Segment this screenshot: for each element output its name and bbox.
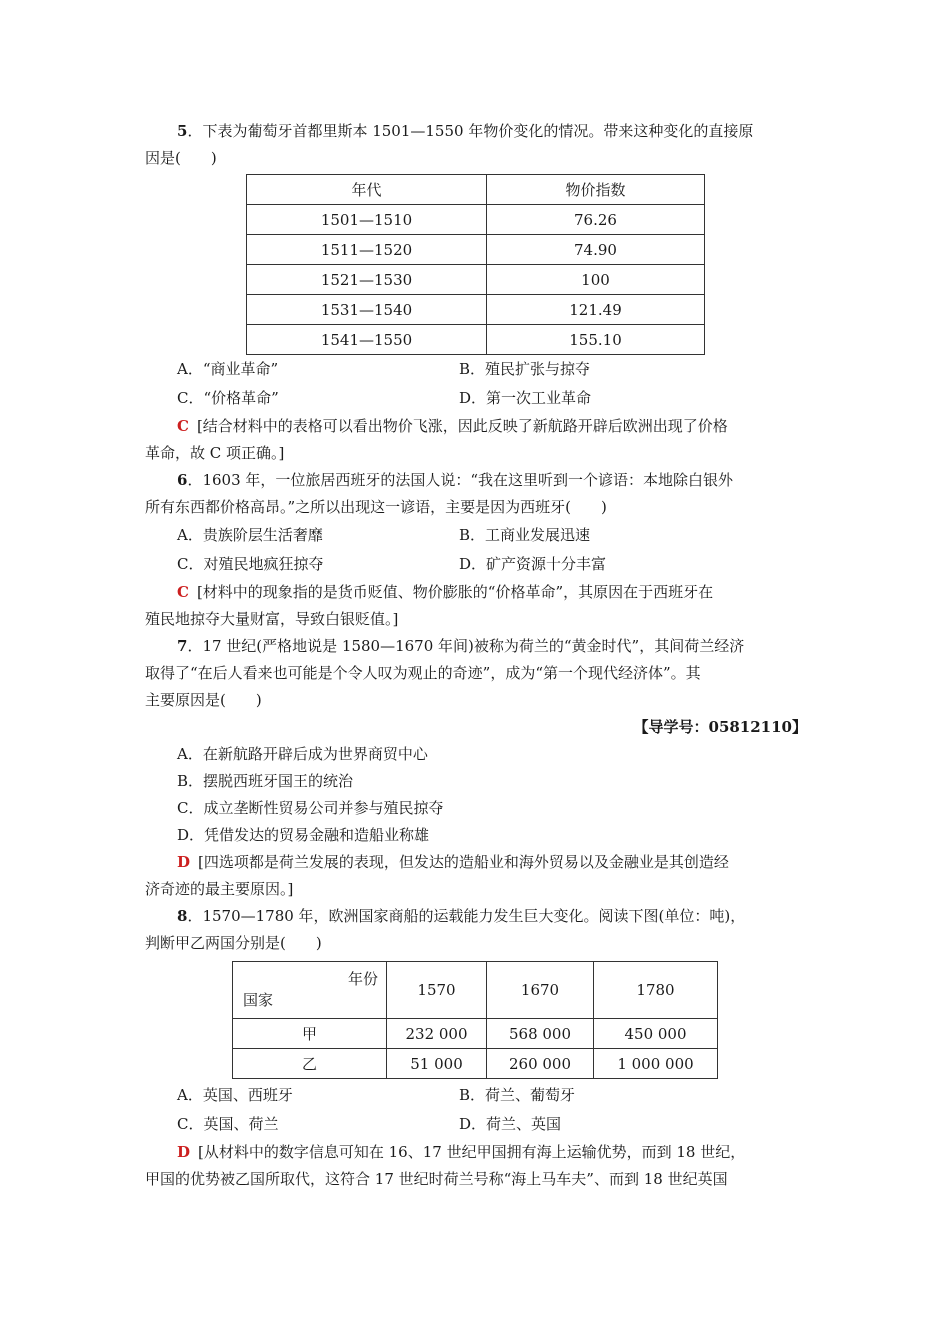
q8-option-d: D．荷兰、英国 bbox=[459, 1115, 562, 1133]
q6-explanation-line1: C [材料中的现象指的是货币贬值、物价膨胀的“价格革命”，其原因在于西班牙在 bbox=[177, 583, 714, 601]
q8-answer: D bbox=[177, 1143, 191, 1161]
document-page bbox=[145, 118, 807, 1193]
q8-option-a: A．英国、西班牙 bbox=[177, 1086, 293, 1104]
table-cell: 121.49 bbox=[487, 295, 705, 325]
table-cell: 76.26 bbox=[487, 205, 705, 235]
corner-label-country: 国家 bbox=[243, 991, 274, 1009]
table-cell: 1511—1520 bbox=[247, 235, 487, 265]
q5-options-row2 bbox=[145, 384, 807, 413]
q7-option-a: A．在新航路开辟后成为世界商贸中心 bbox=[177, 745, 428, 763]
table-cell: 1521—1530 bbox=[247, 265, 487, 295]
q6-explanation-line2: 殖民地掠夺大量财富，导致白银贬值。] bbox=[145, 610, 399, 628]
table-row bbox=[247, 205, 705, 235]
table-cell: 乙 bbox=[233, 1049, 387, 1079]
q7-stem-line3: 主要原因是( ) bbox=[145, 691, 262, 709]
table-cell: 1541—1550 bbox=[247, 325, 487, 355]
q5-explanation-line2: 革命，故 C 项正确。] bbox=[145, 444, 285, 462]
table-header-cell: 年代 bbox=[247, 175, 487, 205]
q8-number: 8 bbox=[177, 907, 188, 925]
q8-options-row2 bbox=[145, 1110, 807, 1139]
table-cell: 甲 bbox=[233, 1019, 387, 1049]
q7-option-d: D．凭借发达的贸易金融和造船业称雄 bbox=[177, 826, 430, 844]
table-corner-cell bbox=[233, 962, 387, 1019]
q6-option-a: A．贵族阶层生活奢靡 bbox=[177, 526, 323, 544]
q8-options-row1 bbox=[145, 1081, 807, 1110]
q6-stem-line2: 所有东西都价格高昂。”之所以出现这一谚语，主要是因为西班牙( ) bbox=[145, 498, 607, 516]
q5-option-a: A．“商业革命” bbox=[177, 360, 279, 378]
q8-option-b: B．荷兰、葡萄牙 bbox=[459, 1086, 576, 1104]
q7-guide-number: 【导学号：05812110】 bbox=[633, 718, 807, 736]
q8-option-c: C．英国、荷兰 bbox=[177, 1115, 279, 1133]
q5-explanation-line1: C [结合材料中的表格可以看出物价飞涨，因此反映了新航路开辟后欧洲出现了价格 bbox=[177, 417, 728, 435]
table-header-cell: 物价指数 bbox=[487, 175, 705, 205]
q5-stem-line2: 因是( ) bbox=[145, 149, 217, 167]
q5-number: 5 bbox=[177, 122, 188, 140]
q7-explanation-line1: D [四选项都是荷兰发展的表现，但发达的造船业和海外贸易以及金融业是其创造经 bbox=[177, 853, 729, 871]
table-row bbox=[247, 325, 705, 355]
table-cell: 1501—1510 bbox=[247, 205, 487, 235]
q5-stem-line1: 5．下表为葡萄牙首都里斯本 1501—1550 年物价变化的情况。带来这种变化的直接原 bbox=[177, 122, 754, 140]
table-header-row bbox=[233, 962, 718, 1019]
q8-explanation-line1: D [从材料中的数字信息可知在 16、17 世纪甲国拥有海上运输优势，而到 18 世纪， bbox=[177, 1143, 746, 1161]
q5-option-c: C．“价格革命” bbox=[177, 389, 279, 407]
q7-option-b: B．摆脱西班牙国王的统治 bbox=[177, 772, 354, 790]
q5-option-b: B．殖民扩张与掠夺 bbox=[459, 360, 591, 378]
q6-options-row1 bbox=[145, 521, 807, 550]
table-cell: 51 000 bbox=[387, 1049, 487, 1079]
table-cell: 450 000 bbox=[594, 1019, 718, 1049]
q6-option-d: D．矿产资源十分丰富 bbox=[459, 555, 607, 573]
table-cell: 232 000 bbox=[387, 1019, 487, 1049]
q8-stem-line2: 判断甲乙两国分别是( ) bbox=[145, 934, 322, 952]
q7-number: 7 bbox=[177, 637, 188, 655]
q7-stem-line2: 取得了“在后人看来也可能是个令人叹为观止的奇迹”，成为“第一个现代经济体”。其 bbox=[145, 664, 701, 682]
table-row bbox=[247, 295, 705, 325]
table-row bbox=[233, 1049, 718, 1079]
q7-explanation-line2: 济奇迹的最主要原因。] bbox=[145, 880, 294, 898]
q7-option-c: C．成立垄断性贸易公司并参与殖民掠夺 bbox=[177, 799, 444, 817]
table-cell: 100 bbox=[487, 265, 705, 295]
table-cell: 155.10 bbox=[487, 325, 705, 355]
table-header-cell: 1780 bbox=[594, 962, 718, 1019]
q6-number: 6 bbox=[177, 471, 188, 489]
q6-option-c: C．对殖民地疯狂掠夺 bbox=[177, 555, 324, 573]
table-cell: 74.90 bbox=[487, 235, 705, 265]
table-header-cell: 1670 bbox=[487, 962, 594, 1019]
q8-stem-line1: 8．1570—1780 年，欧洲国家商船的运载能力发生巨大变化。阅读下图(单位：吨)， bbox=[177, 907, 746, 925]
table-cell: 260 000 bbox=[487, 1049, 594, 1079]
q7-answer: D bbox=[177, 853, 191, 871]
q6-stem-line1: 6．1603 年，一位旅居西班牙的法国人说：“我在这里听到一个谚语：本地除白银外 bbox=[177, 471, 734, 489]
table-header-row bbox=[247, 175, 705, 205]
q6-options-row2 bbox=[145, 550, 807, 579]
table-row bbox=[247, 235, 705, 265]
q6-answer: C bbox=[177, 583, 189, 601]
table-row bbox=[247, 265, 705, 295]
corner-label-year: 年份 bbox=[347, 970, 378, 988]
q8-shipping-table bbox=[232, 961, 718, 1079]
table-row bbox=[233, 1019, 718, 1049]
q7-stem-line1: 7．17 世纪(严格地说是 1580—1670 年间)被称为荷兰的“黄金时代”，其间荷兰经济 bbox=[177, 637, 745, 655]
q8-explanation-line2: 甲国的优势被乙国所取代，这符合 17 世纪时荷兰号称“海上马车夫”、而到 18 世纪英国 bbox=[145, 1170, 728, 1188]
q6-option-b: B．工商业发展迅速 bbox=[459, 526, 591, 544]
table-cell: 1531—1540 bbox=[247, 295, 487, 325]
table-header-cell: 1570 bbox=[387, 962, 487, 1019]
q5-answer: C bbox=[177, 417, 189, 435]
q5-price-table bbox=[246, 174, 705, 355]
table-cell: 568 000 bbox=[487, 1019, 594, 1049]
q5-options-row1 bbox=[145, 355, 807, 384]
table-cell: 1 000 000 bbox=[594, 1049, 718, 1079]
q5-option-d: D．第一次工业革命 bbox=[459, 389, 592, 407]
